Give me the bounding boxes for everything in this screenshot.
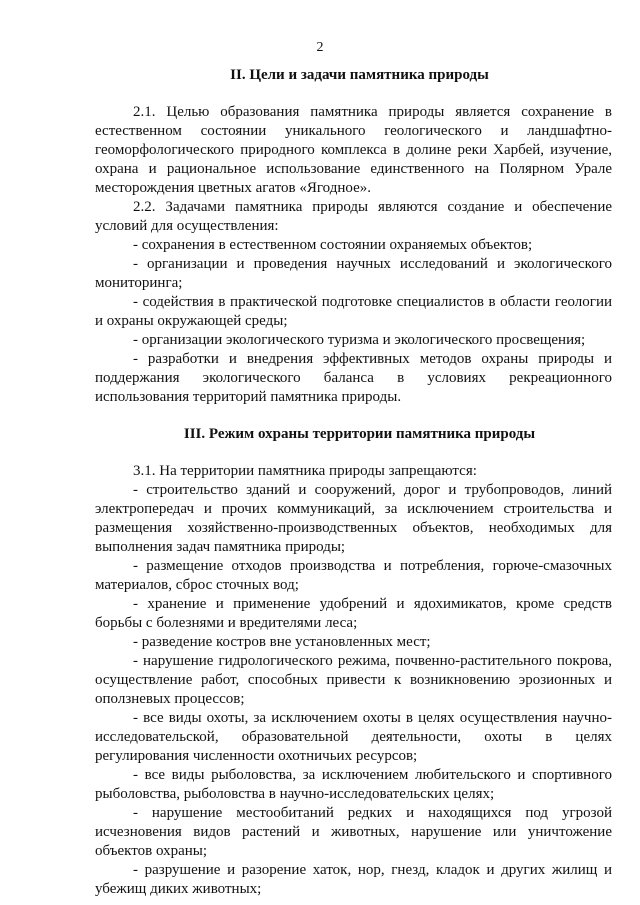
section-2-title: II. Цели и задачи памятника природы xyxy=(230,67,489,83)
list-item: - разведение костров вне установленных мест; xyxy=(133,634,431,650)
document-body xyxy=(95,66,612,899)
list-item: - строительство зданий и сооружений, дорог и трубопроводов, линий электропередач и прочих коммуникаций, за исключением строительства и размещения хозяйственно-производственных объектов, необходимых для выполнения задач памятника природы; xyxy=(95,482,612,555)
list-item: - размещение отходов производства и потребления, горюче-смазочных материалов, сброс сточных вод; xyxy=(95,558,612,593)
list-item: - все виды рыболовства, за исключением любительского и спортивного рыболовства, рыболовства в научно-исследовательских целях; xyxy=(95,767,612,802)
paragraph-2-2: 2.2. Задачами памятника природы являются создание и обеспечение условий для осуществления: xyxy=(95,199,612,234)
list-item: - сохранения в естественном состоянии охраняемых объектов; xyxy=(133,237,533,253)
page-number: 2 xyxy=(316,40,324,55)
list-item: - организации экологического туризма и экологического просвещения; xyxy=(133,332,586,348)
section-3-title: III. Режим охраны территории памятника природы xyxy=(183,426,536,442)
paragraph-3-1: 3.1. На территории памятника природы запрещаются: xyxy=(133,463,477,479)
list-item: - организации и проведения научных исследований и экологического мониторинга; xyxy=(95,256,612,291)
list-item: - разрушение и разорение хаток, нор, гнезд, кладок и других жилищ и убежищ диких животных; xyxy=(95,862,612,897)
list-item: - хранение и применение удобрений и ядохимикатов, кроме средств борьбы с болезнями и вредителями леса; xyxy=(95,596,612,631)
list-item: - нарушение местообитаний редких и находящихся под угрозой исчезновения видов растений и животных, нарушение или уничтожение объектов охраны; xyxy=(95,805,612,859)
list-item: - все виды охоты, за исключением охоты в целях осуществления научно-исследовательской, образовательной деятельности, охоты в целях регулирования численности охотничьих ресурсов; xyxy=(95,710,612,764)
list-item: - нарушение гидрологического режима, почвенно-растительного покрова, осуществление работ, способных привести к возникновению эрозионных и оползневых процессов; xyxy=(95,653,612,707)
paragraph-2-1: 2.1. Целью образования памятника природы является сохранение в естественном состоянии уникального геологического и ландшафтно-геоморфологического природного комплекса в долине реки Харбей, изучение, охрана и рациональное использование единственного на Полярном Урале месторождения цветных агатов «Ягодное». xyxy=(95,104,612,196)
list-item: - разработки и внедрения эффективных методов охраны природы и поддержания экологического баланса в условиях рекреационного использования территорий памятника природы. xyxy=(95,351,612,405)
list-item: - содействия в практической подготовке специалистов в области геологии и охраны окружающей среды; xyxy=(95,294,612,329)
